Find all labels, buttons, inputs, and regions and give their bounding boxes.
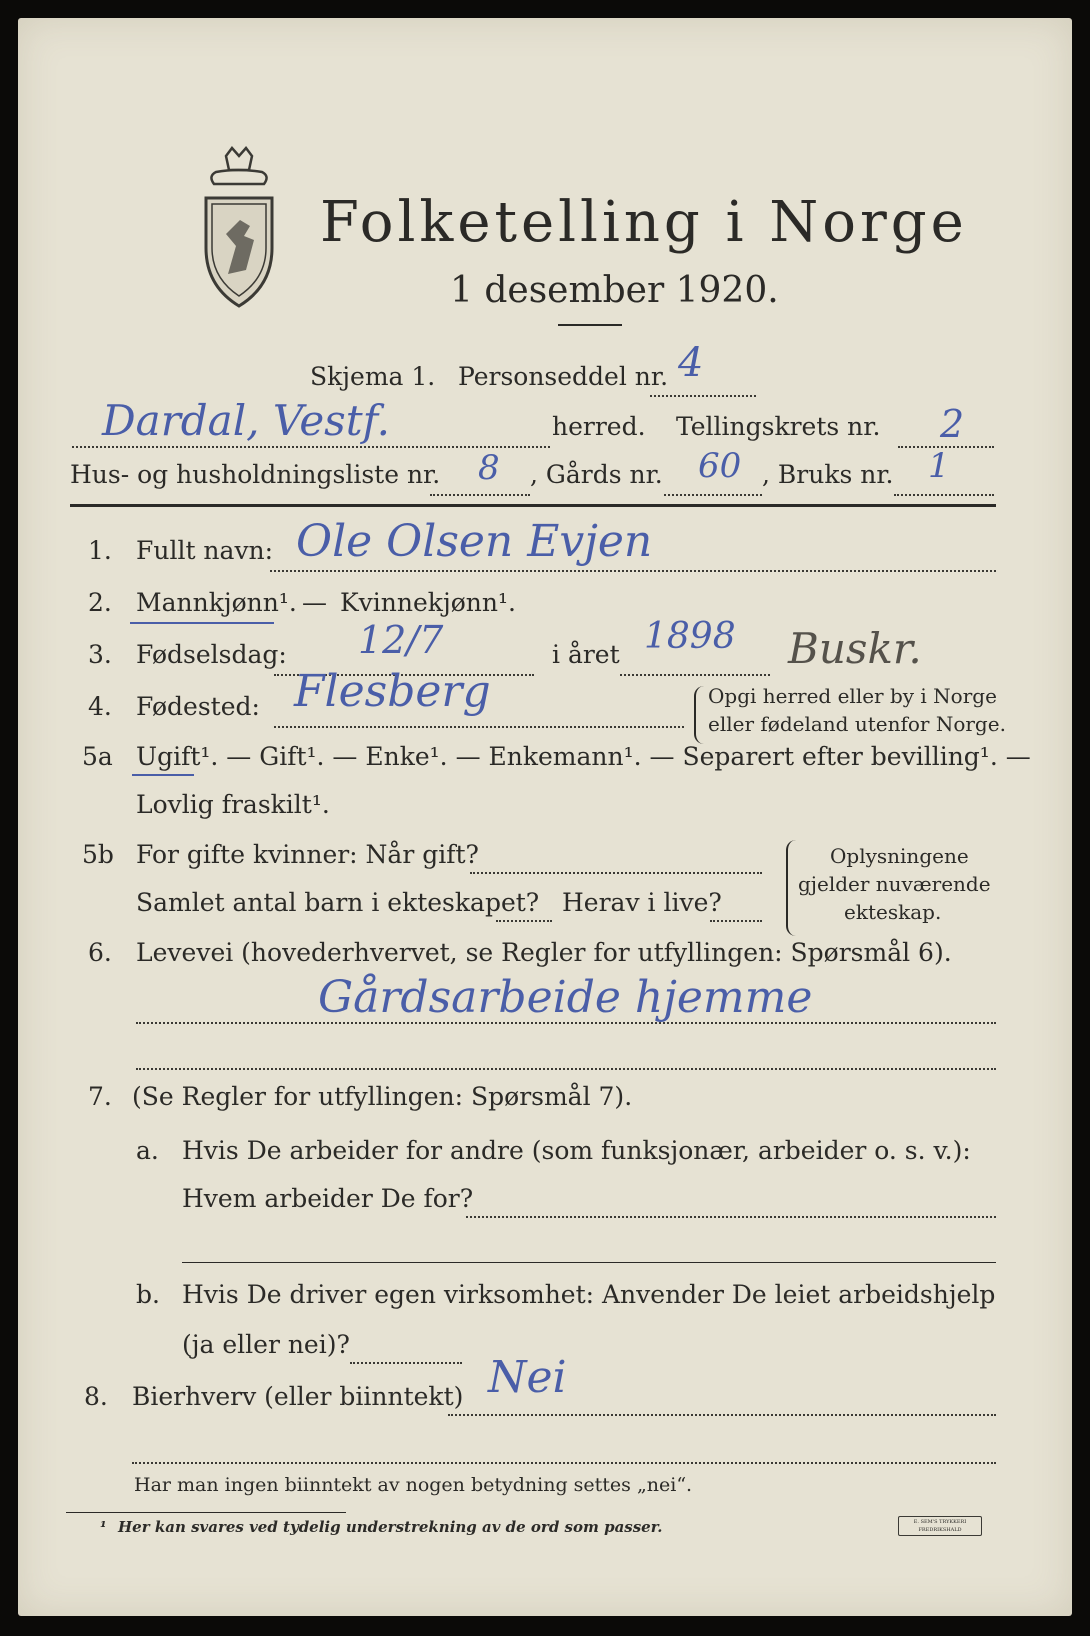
q7-number: 7.: [88, 1082, 112, 1111]
q7b-line[interactable]: [350, 1362, 462, 1364]
printer-stamp: [898, 1516, 982, 1536]
q5b-line2a: Samlet antal barn i ekteskapet?: [136, 888, 540, 917]
q8-line-2: [132, 1462, 996, 1464]
q6-number: 6.: [88, 938, 112, 967]
birth-date-value[interactable]: 12/7: [358, 618, 444, 662]
side-income-value[interactable]: Nei: [488, 1352, 567, 1403]
q4-label: Fødested:: [136, 692, 260, 721]
herred-value[interactable]: Dardal, Vestf.: [102, 396, 391, 445]
census-date: 1 desember 1920.: [450, 270, 779, 311]
bruks-line: [894, 494, 994, 496]
q8-label: Bierhverv (eller biinntekt): [132, 1382, 464, 1411]
gards-value[interactable]: 60: [698, 446, 742, 486]
husholdningsliste-label: Hus- og husholdningsliste nr.: [70, 460, 441, 489]
q5b-line2b-dots: [710, 920, 762, 922]
male-underline: [130, 622, 274, 624]
full-name-value[interactable]: Ole Olsen Evjen: [296, 516, 653, 567]
q7a-line[interactable]: [466, 1216, 996, 1218]
q2-separator: —: [302, 588, 327, 617]
q5b-line2b: Herav i live?: [562, 888, 722, 917]
q5b-brace: [786, 840, 796, 936]
q4-line: [274, 726, 684, 728]
gards-line: [664, 494, 762, 496]
q7b-line2: (ja eller nei)?: [182, 1330, 350, 1359]
year-label: i året: [552, 640, 620, 669]
skjema-label: Skjema 1.: [310, 362, 436, 391]
birthplace-note: Buskr.: [788, 624, 922, 673]
female-option[interactable]: Kvinnekjønn¹.: [340, 588, 516, 617]
footnote-text: Her kan svares ved tydelig understrekning av de ord som passer.: [118, 1518, 663, 1536]
tellingskrets-label: Tellingskrets nr.: [676, 412, 881, 441]
male-option[interactable]: Mannkjønn¹.: [136, 588, 297, 617]
bruks-value[interactable]: 1: [928, 446, 950, 486]
year-line: [620, 674, 770, 676]
footnote-divider: [66, 1512, 346, 1513]
header-divider: [70, 504, 996, 507]
tellingskrets-value[interactable]: 2: [940, 402, 965, 446]
form-title: Folketelling i Norge: [320, 190, 968, 255]
q5b-line2a-dots: [496, 920, 552, 922]
herred-label: herred.: [552, 412, 646, 441]
q8-line: [448, 1414, 996, 1416]
q4-help-2: eller fødeland utenfor Norge.: [708, 712, 1006, 736]
q3-label: Fødselsdag:: [136, 640, 287, 669]
q7a-line-2[interactable]: [182, 1262, 996, 1263]
footer-note: Har man ingen biinntekt av nogen betydning settes „nei“.: [134, 1474, 693, 1496]
marital-status-options[interactable]: Ugift¹. — Gift¹. — Enke¹. — Enkemann¹. — Separert efter bevilling¹. —: [136, 742, 1031, 771]
personseddel-label: Personseddel nr.: [458, 362, 669, 391]
q7b-letter: b.: [136, 1280, 160, 1309]
marital-status-options-2[interactable]: Lovlig fraskilt¹.: [136, 790, 330, 819]
q2-number: 2.: [88, 588, 112, 617]
coat-of-arms-icon: [196, 146, 282, 310]
gards-label: , Gårds nr.: [530, 460, 663, 489]
q5b-line1: For gifte kvinner: Når gift?: [136, 840, 479, 869]
q5a-number: 5a: [82, 742, 113, 771]
q6-line-2: [136, 1068, 996, 1070]
q5b-number: 5b: [82, 840, 114, 869]
birth-year-value[interactable]: 1898: [644, 616, 736, 657]
census-form: [18, 18, 1072, 1616]
q7-label: (Se Regler for utfyllingen: Spørsmål 7).: [132, 1082, 633, 1111]
q7a-letter: a.: [136, 1136, 159, 1165]
personseddel-value[interactable]: 4: [678, 340, 704, 386]
q1-line: [270, 570, 996, 572]
title-divider: [558, 324, 622, 326]
q4-brace: [694, 686, 704, 744]
husholdningsliste-value[interactable]: 8: [478, 448, 500, 488]
q5b-help-2: gjelder nuværende: [798, 872, 991, 896]
q7a-line1: Hvis De arbeider for andre (som funksjonær, arbeider o. s. v.):: [182, 1136, 971, 1165]
q4-number: 4.: [88, 692, 112, 721]
q1-number: 1.: [88, 536, 112, 565]
occupation-value[interactable]: Gårdsarbeide hjemme: [318, 972, 813, 1023]
husholdningsliste-line: [430, 494, 530, 496]
q5b-help-1: Oplysningene: [830, 844, 969, 868]
q5b-help-3: ekteskap.: [844, 900, 942, 924]
printer-stamp-text: E. SEM'S TRYKKERI FREDRIKSHALD: [913, 1519, 967, 1533]
q8-number: 8.: [84, 1382, 108, 1411]
q4-help-1: Opgi herred eller by i Norge: [708, 684, 997, 708]
q3-number: 3.: [88, 640, 112, 669]
q5b-line1-dots: [470, 872, 762, 874]
personseddel-line: [650, 395, 756, 397]
q1-label: Fullt navn:: [136, 536, 274, 565]
q6-label: Levevei (hovederhvervet, se Regler for utfyllingen: Spørsmål 6).: [136, 938, 952, 967]
q6-line-1: [136, 1022, 996, 1024]
footnote-mark: ¹: [100, 1518, 107, 1536]
bruks-label: , Bruks nr.: [762, 460, 894, 489]
q7a-line2: Hvem arbeider De for?: [182, 1184, 474, 1213]
ugift-underline: [132, 774, 194, 776]
birthplace-value[interactable]: Flesberg: [294, 666, 491, 717]
q7b-line1: Hvis De driver egen virksomhet: Anvender De leiet arbeidshjelp: [182, 1280, 996, 1309]
